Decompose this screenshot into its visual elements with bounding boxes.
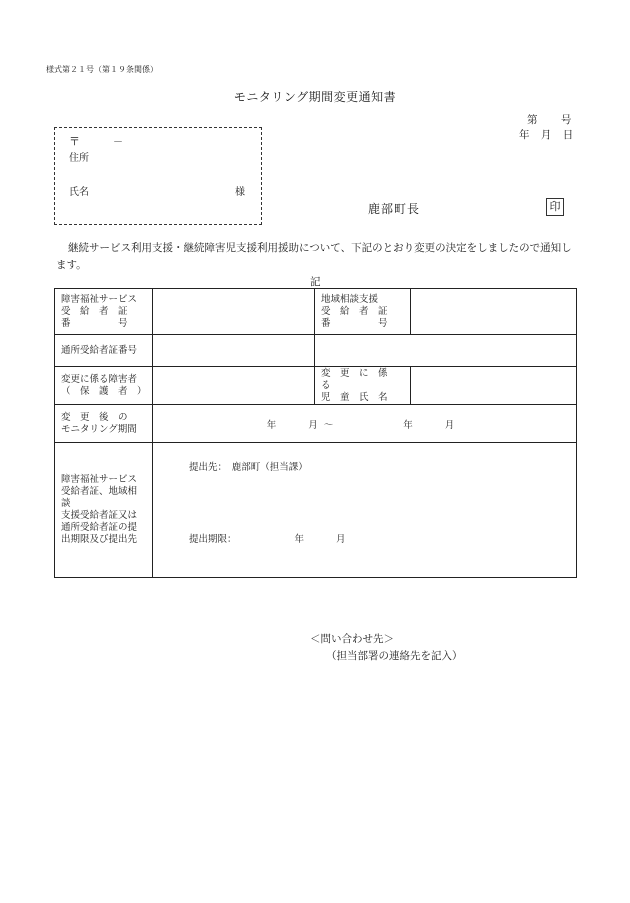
disabled-person-value[interactable] <box>153 367 315 405</box>
document-number: 第 号 <box>527 114 572 126</box>
recipient-address-box <box>54 127 262 225</box>
ki-heading: 記 <box>310 276 321 288</box>
honorific: 様 <box>235 187 245 198</box>
document-date: 年 月 日 <box>519 129 574 141</box>
monitoring-period-value[interactable]: 年 月 ～ 年 月 <box>153 405 577 443</box>
community-cert-number-cells[interactable] <box>411 289 577 335</box>
name-label: 氏名 <box>69 187 89 198</box>
child-name-value[interactable] <box>411 367 577 405</box>
day-service-cert-label: 通所受給者証番号 <box>55 335 153 367</box>
form-number: 様式第２１号（第１９条関係） <box>46 65 158 74</box>
notice-body: 継続サービス利用支援・継続障害児支援利用援助について、下記のとおり変更の決定をしましたので通知します。 <box>56 242 572 271</box>
row2-blank <box>315 335 577 367</box>
table-row <box>55 405 577 443</box>
zip-mark: 〒 <box>69 135 80 148</box>
table-row <box>55 443 577 578</box>
submission-value[interactable] <box>153 443 577 578</box>
submission-label: 障害福祉サービス 受給者証、地域相談 支援受給者証又は 通所受給者証の提 出期限及び提出先 <box>55 443 153 578</box>
issuer-name: 鹿部町長 <box>368 202 421 216</box>
child-name-label: 変 更 に 係 る 児 童 氏 名 <box>315 367 411 405</box>
monitoring-period-label: 変 更 後 の モニタリング期間 <box>55 405 153 443</box>
address-label: 住所 <box>69 153 89 164</box>
contact-note: （担当部署の連絡先を記入） <box>326 650 463 662</box>
zip-dash: － <box>113 137 123 148</box>
disabled-person-label: 変更に係る障害者 （ 保 護 者 ） <box>55 367 153 405</box>
day-service-cert-number-cells[interactable] <box>153 335 315 367</box>
welfare-cert-label: 障害福祉サービス 受 給 者 証 番 号 <box>55 289 153 335</box>
table-row <box>55 335 577 367</box>
document-title: モニタリング期間変更通知書 <box>233 90 397 104</box>
welfare-cert-number-cells[interactable] <box>153 289 315 335</box>
table-row <box>55 367 577 405</box>
table-row <box>55 289 577 335</box>
submit-to-line: 提出先： 鹿部町（担当課） <box>189 462 308 473</box>
seal-mark: 印 <box>546 198 564 216</box>
notice-table <box>54 288 577 578</box>
community-cert-label: 地域相談支援 受 給 者 証 番 号 <box>315 289 411 335</box>
deadline-line: 提出期限： 年 月 <box>189 534 346 545</box>
contact-heading: ＜問い合わせ先＞ <box>310 633 394 645</box>
